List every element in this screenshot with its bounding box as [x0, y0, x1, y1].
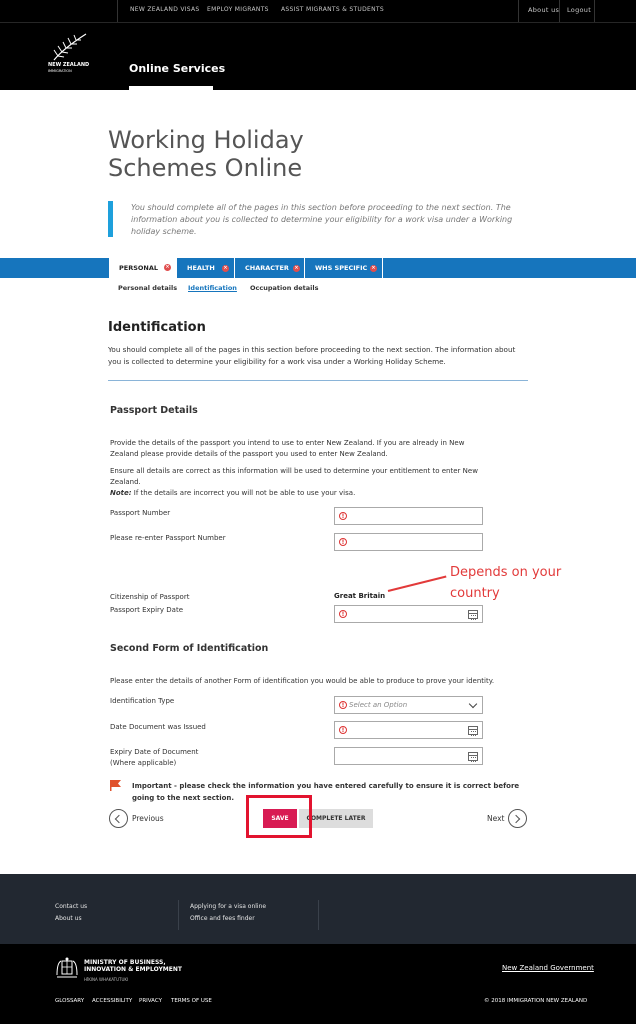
- calendar-icon[interactable]: [468, 610, 478, 619]
- flag-icon: [110, 780, 121, 791]
- doc-expiry-label-text: Expiry Date of Document: [110, 748, 199, 756]
- date-issued-label: Date Document was Issued: [110, 723, 206, 731]
- footer-terms[interactable]: TERMS OF USE: [171, 998, 212, 1004]
- active-underline: [129, 86, 213, 90]
- mbie-subtext: HĪKINA WHAKATUTUKI: [84, 977, 129, 982]
- tab-character[interactable]: [235, 258, 305, 278]
- footer-privacy[interactable]: PRIVACY: [139, 998, 162, 1004]
- citizenship-label: Citizenship of Passport: [110, 593, 190, 601]
- footer-applying-online[interactable]: Applying for a visa online: [190, 903, 267, 910]
- tab-personal[interactable]: [109, 257, 177, 279]
- header-divider: [0, 22, 636, 23]
- nav-divider: [117, 0, 118, 22]
- required-warning-icon: !: [339, 701, 347, 709]
- tab-health[interactable]: [177, 258, 235, 278]
- next-button[interactable]: [508, 809, 527, 828]
- next-label[interactable]: Next: [487, 814, 505, 823]
- previous-button[interactable]: [109, 809, 128, 828]
- footer-office-fees[interactable]: Office and fees finder: [190, 915, 255, 922]
- annotation-arrow: [388, 576, 447, 592]
- subtab-identification[interactable]: Identification: [188, 284, 237, 292]
- nav-divider: [594, 0, 595, 22]
- nz-government-link[interactable]: New Zealand Government: [502, 964, 594, 972]
- tab-label: PERSONAL: [119, 264, 159, 272]
- about-us-link[interactable]: About us: [528, 6, 560, 14]
- footer-divider: [318, 900, 319, 930]
- tab-whs-specific[interactable]: [305, 258, 383, 278]
- required-warning-icon: !: [339, 726, 347, 734]
- mbie-logo-text[interactable]: MINISTRY OF BUSINESS, INNOVATION & EMPLOYMENT: [84, 959, 182, 973]
- silver-fern-icon: [50, 30, 90, 62]
- complete-later-button[interactable]: COMPLETE LATER: [299, 809, 373, 828]
- doc-expiry-label: [110, 747, 198, 769]
- page-title: Working Holiday Schemes Online: [108, 126, 304, 182]
- citizenship-value: Great Britain: [334, 592, 386, 600]
- nav-new-zealand-visas[interactable]: NEW ZEALAND VISAS: [130, 6, 200, 13]
- id-type-label: Identification Type: [110, 697, 175, 705]
- chevron-down-icon: [469, 700, 477, 708]
- calendar-icon[interactable]: [468, 752, 478, 761]
- important-notice: Important - please check the information you have entered carefully to ensure it is correct before going to the next section.: [132, 782, 520, 802]
- passport-instructions: Provide the details of the passport you intend to use to enter New Zealand. If you are already in New Zealand please provide details of the passport you used to enter New Zealand.: [110, 439, 465, 458]
- passport-number-input[interactable]: [334, 507, 483, 525]
- subtab-personal-details[interactable]: Personal details: [118, 284, 178, 292]
- copyright: © 2018 IMMIGRATION NEW ZEALAND: [484, 998, 588, 1004]
- logo-subtext: IMMIGRATION: [48, 69, 72, 73]
- section-title: Identification: [108, 320, 206, 335]
- section-divider: [108, 380, 528, 381]
- footer-divider: [178, 900, 179, 930]
- section-description: You should complete all of the pages in this section before proceeding to the next section. The information about you is collected to determine your eligibility for a work visa under a Working Holiday Scheme.: [108, 345, 516, 366]
- footer-accessibility[interactable]: ACCESSIBILITY: [92, 998, 133, 1004]
- reenter-passport-label: Please re-enter Passport Number: [110, 534, 226, 542]
- doc-expiry-input[interactable]: [334, 747, 483, 765]
- nav-assist-migrants[interactable]: ASSIST MIGRANTS & STUDENTS: [281, 6, 384, 13]
- previous-label[interactable]: Previous: [132, 814, 164, 823]
- save-button[interactable]: SAVE: [263, 809, 297, 828]
- calendar-icon[interactable]: [468, 726, 478, 735]
- passport-accuracy-note: Ensure all details are correct as this information will be used to determine your entitlement to enter New Zealand.: [110, 467, 478, 486]
- intro-accent-bar: [108, 201, 113, 237]
- subtab-occupation-details[interactable]: Occupation details: [250, 284, 319, 292]
- second-id-instructions: Please enter the details of another Form of identification you would be able to produce to prove your identity.: [110, 677, 495, 685]
- incomplete-icon: ×: [294, 265, 299, 271]
- highlight-annotation-box: [246, 795, 312, 838]
- intro-text: You should complete all of the pages in this section before proceeding to the next section. The information about you is collected to determine your eligibility for a work visa under a Working holiday scheme.: [131, 203, 513, 236]
- tab-label: CHARACTER: [245, 264, 289, 272]
- date-issued-input[interactable]: [334, 721, 483, 739]
- logo[interactable]: [48, 62, 89, 74]
- nav-divider: [518, 0, 519, 22]
- footer-bottom: [0, 944, 636, 1024]
- logout-link[interactable]: Logout: [567, 6, 592, 14]
- online-services-title[interactable]: Online Services: [129, 62, 226, 75]
- annotation-text: Depends on your country: [450, 565, 562, 601]
- footer-glossary[interactable]: GLOSSARY: [55, 998, 85, 1004]
- passport-heading: Passport Details: [110, 405, 198, 416]
- passport-expiry-input[interactable]: [334, 605, 483, 623]
- tab-label: WHS SPECIFIC: [315, 264, 368, 272]
- second-id-heading: Second Form of Identification: [110, 643, 269, 654]
- footer-contact-us[interactable]: Contact us: [55, 903, 88, 910]
- passport-note: [110, 488, 490, 499]
- nav-divider: [559, 0, 560, 22]
- incomplete-icon: ×: [371, 265, 376, 271]
- required-warning-icon: !: [339, 512, 347, 520]
- incomplete-icon: ×: [223, 265, 228, 271]
- reenter-passport-input[interactable]: [334, 533, 483, 551]
- note-label: Note:: [110, 489, 132, 497]
- nav-employ-migrants[interactable]: EMPLOY MIGRANTS: [207, 6, 269, 13]
- tab-label: HEALTH: [187, 264, 215, 272]
- coat-of-arms-icon: [55, 957, 79, 979]
- passport-expiry-label: Passport Expiry Date: [110, 606, 183, 614]
- required-warning-icon: !: [339, 610, 347, 618]
- doc-expiry-sublabel: (Where applicable): [110, 759, 177, 767]
- logo-text: NEW ZEALAND: [48, 62, 90, 68]
- required-warning-icon: !: [339, 538, 347, 546]
- passport-number-label: Passport Number: [110, 509, 171, 517]
- incomplete-icon: ×: [165, 264, 170, 270]
- id-type-placeholder: Select an Option: [349, 701, 408, 709]
- footer-about-us[interactable]: About us: [55, 915, 82, 922]
- note-text: If the details are incorrect you will not be able to use your visa.: [131, 489, 356, 497]
- id-type-select[interactable]: [334, 696, 483, 714]
